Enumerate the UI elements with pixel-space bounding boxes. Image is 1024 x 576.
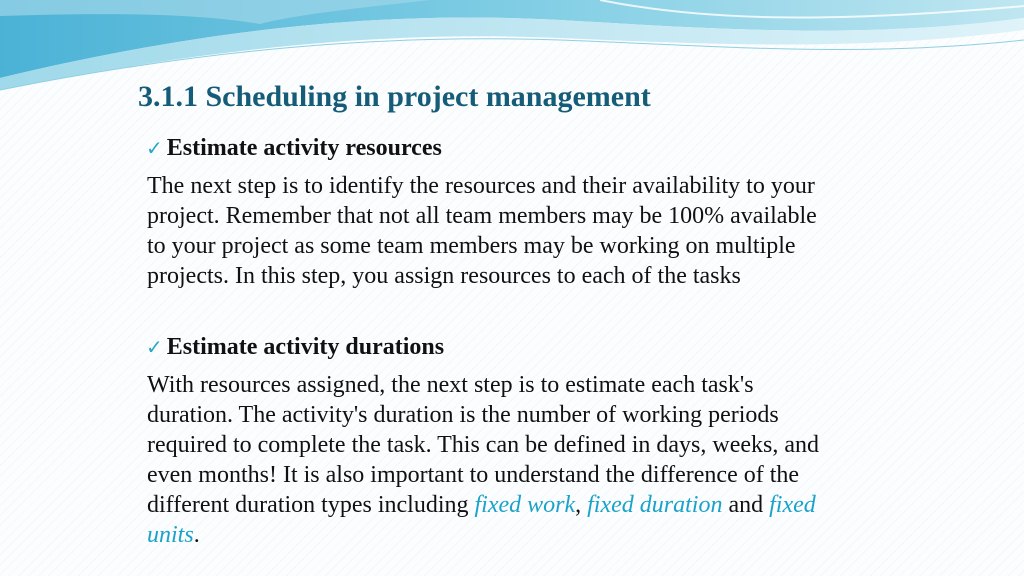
paragraph-line: projects. In this step, you assign resources to each of the tasks bbox=[147, 263, 741, 289]
checkmark-icon: ✓ bbox=[146, 136, 163, 160]
paragraph-line: With resources assigned, the next step is to estimate each task's bbox=[147, 372, 754, 398]
paragraph-line: to your project as some team members may be working on multiple bbox=[147, 233, 796, 259]
paragraph-line bbox=[147, 490, 937, 520]
section-heading-text: Estimate activity resources bbox=[166, 135, 442, 161]
text-segment: , bbox=[575, 492, 588, 518]
paragraph-line: project. Remember that not all team members may be 100% available bbox=[147, 203, 817, 229]
section-heading-text: Estimate activity durations bbox=[166, 334, 445, 360]
text-segment: . bbox=[193, 522, 200, 548]
term-fixed-work: fixed work bbox=[474, 492, 576, 518]
paragraph-durations bbox=[147, 370, 937, 550]
section-heading-resources bbox=[146, 135, 442, 162]
paragraph-resources bbox=[147, 171, 937, 291]
term-fixed-units-continued: units bbox=[147, 522, 194, 548]
term-fixed-duration: fixed duration bbox=[587, 492, 723, 518]
section-heading-durations bbox=[146, 334, 444, 361]
paragraph-line: required to complete the task. This can be defined in days, weeks, and bbox=[147, 432, 820, 458]
paragraph-line bbox=[147, 520, 937, 550]
term-fixed-units: fixed bbox=[769, 492, 816, 518]
paragraph-line: duration. The activity's duration is the number of working periods bbox=[147, 402, 779, 428]
checkmark-icon: ✓ bbox=[146, 335, 163, 359]
slide-title: 3.1.1 Scheduling in project management bbox=[138, 80, 651, 113]
paragraph-line: The next step is to identify the resources and their availability to your bbox=[147, 173, 815, 199]
text-segment: different duration types including bbox=[147, 492, 475, 518]
text-segment: and bbox=[722, 492, 770, 518]
paragraph-line: even months! It is also important to understand the difference of the bbox=[147, 462, 800, 488]
